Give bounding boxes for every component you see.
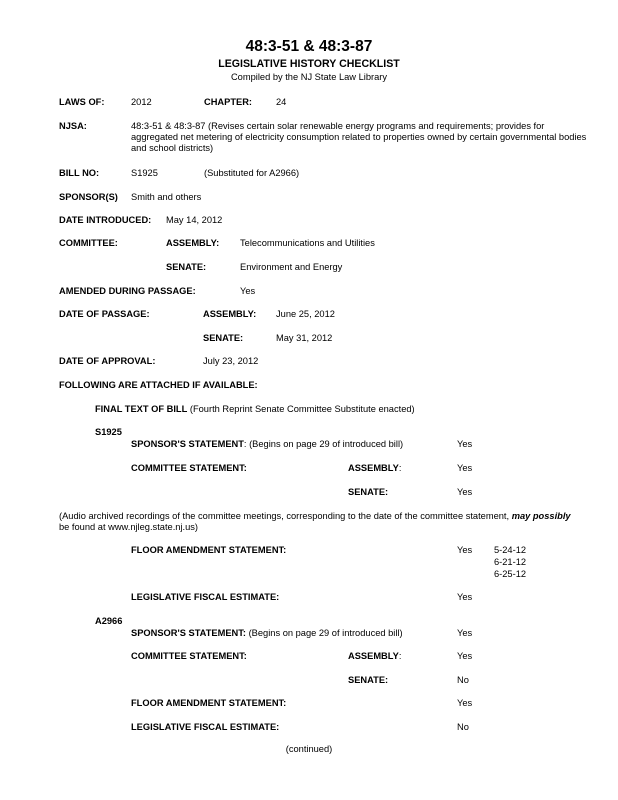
bill-no-value: S1925 — [131, 168, 158, 178]
s1925-sponsor-label: SPONSOR'S STATEMENT — [131, 439, 244, 449]
laws-of-value: 2012 — [131, 97, 152, 107]
a2966-fiscal-value: No — [457, 722, 469, 732]
s1925-fiscal-label: LEGISLATIVE FISCAL ESTIMATE: — [131, 592, 280, 602]
njsa-label: NJSA: — [59, 121, 87, 131]
s1925-floor-value: Yes — [457, 545, 473, 555]
a2966-assembly-label: ASSEMBLY — [348, 651, 399, 661]
a2966-assembly-colon: : — [398, 651, 402, 661]
committee-senate-value: Environment and Energy — [240, 262, 343, 272]
s1925-sponsor-note: : (Begins on page 29 of introduced bill) — [243, 439, 404, 449]
s1925-assembly-label: ASSEMBLY — [348, 463, 399, 473]
page-subtitle: LEGISLATIVE HISTORY CHECKLIST — [218, 58, 400, 70]
committee-senate-label: SENATE: — [166, 262, 207, 272]
continued-note: (continued) — [285, 744, 333, 754]
date-introduced-value: May 14, 2012 — [166, 215, 223, 225]
date-of-passage-label: DATE OF PASSAGE: — [59, 309, 150, 319]
attached-heading: FOLLOWING ARE ATTACHED IF AVAILABLE: — [59, 380, 258, 390]
a2966-sponsor-line — [131, 628, 403, 639]
s1925-floor-label: FLOOR AMENDMENT STATEMENT: — [131, 545, 287, 555]
final-text-line — [95, 404, 415, 415]
sponsors-label: SPONSOR(S) — [59, 192, 118, 202]
date-introduced-label: DATE INTRODUCED: — [59, 215, 152, 225]
committee-assembly-value: Telecommunications and Utilities — [240, 238, 375, 248]
passage-senate-value: May 31, 2012 — [276, 333, 333, 343]
a2966-sponsor-label: SPONSOR'S STATEMENT: — [131, 628, 246, 638]
s1925-assembly-colon: : — [398, 463, 402, 473]
s1925-sponsor-value: Yes — [457, 439, 473, 449]
compiled-by: Compiled by the NJ State Law Library — [230, 72, 388, 82]
laws-of-label: LAWS OF: — [59, 97, 105, 107]
bill-no-note: (Substituted for A2966) — [204, 168, 300, 178]
passage-assembly-value: June 25, 2012 — [276, 309, 335, 319]
date-of-approval-value: July 23, 2012 — [203, 356, 259, 366]
audio-note — [59, 511, 604, 533]
audio-note-emphasis: may possibly — [511, 511, 571, 521]
sponsors-value: Smith and others — [131, 192, 202, 202]
a2966-fiscal-label: LEGISLATIVE FISCAL ESTIMATE: — [131, 722, 280, 732]
njsa-value: 48:3-51 & 48:3-87 (Revises certain solar renewable energy programs and requirements; provides for aggregated net metering of electricity consumption related to properties owned by certain governmental bodies and school districts) — [131, 121, 587, 154]
final-text-label: FINAL TEXT OF BILL — [95, 404, 188, 414]
a2966-senate-value: No — [457, 675, 469, 685]
a2966-assembly-line — [348, 651, 401, 662]
a2966-sponsor-note: (Begins on page 29 of introduced bill) — [246, 628, 403, 638]
a2966-floor-value: Yes — [457, 698, 473, 708]
a2966-assembly-value: Yes — [457, 651, 473, 661]
passage-senate-label: SENATE: — [203, 333, 244, 343]
s1925-floor-date: 6-25-12 — [494, 569, 527, 579]
committee-assembly-label: ASSEMBLY: — [166, 238, 220, 248]
amended-label: AMENDED DURING PASSAGE: — [59, 286, 196, 296]
s1925-committee-label: COMMITTEE STATEMENT: — [131, 463, 247, 473]
s1925-bill-label: S1925 — [95, 427, 122, 437]
a2966-bill-label: A2966 — [95, 616, 123, 626]
chapter-value: 24 — [276, 97, 287, 107]
s1925-fiscal-value: Yes — [457, 592, 473, 602]
committee-label: COMMITTEE: — [59, 238, 118, 248]
a2966-sponsor-value: Yes — [457, 628, 473, 638]
a2966-committee-label: COMMITTEE STATEMENT: — [131, 651, 247, 661]
s1925-floor-date: 6-21-12 — [494, 557, 527, 567]
a2966-floor-label: FLOOR AMENDMENT STATEMENT: — [131, 698, 287, 708]
s1925-floor-date: 5-24-12 — [494, 545, 527, 555]
amended-value: Yes — [240, 286, 256, 296]
passage-assembly-label: ASSEMBLY: — [203, 309, 257, 319]
final-text-note: (Fourth Reprint Senate Committee Substitute enacted) — [187, 404, 415, 414]
chapter-label: CHAPTER: — [204, 97, 253, 107]
s1925-senate-label: SENATE: — [348, 487, 389, 497]
s1925-sponsor-line — [131, 439, 403, 450]
audio-note-text-2: be found at www.njleg.state.nj.us) — [59, 522, 199, 533]
a2966-senate-label: SENATE: — [348, 675, 389, 685]
bill-no-label: BILL NO: — [59, 168, 100, 178]
s1925-assembly-value: Yes — [457, 463, 473, 473]
s1925-senate-value: Yes — [457, 487, 473, 497]
page-title: 48:3-51 & 48:3-87 — [245, 38, 373, 55]
s1925-assembly-line — [348, 463, 401, 474]
audio-note-text-1: (Audio archived recordings of the committee meetings, corresponding to the date of the committee statement, — [59, 511, 512, 521]
date-of-approval-label: DATE OF APPROVAL: — [59, 356, 156, 366]
